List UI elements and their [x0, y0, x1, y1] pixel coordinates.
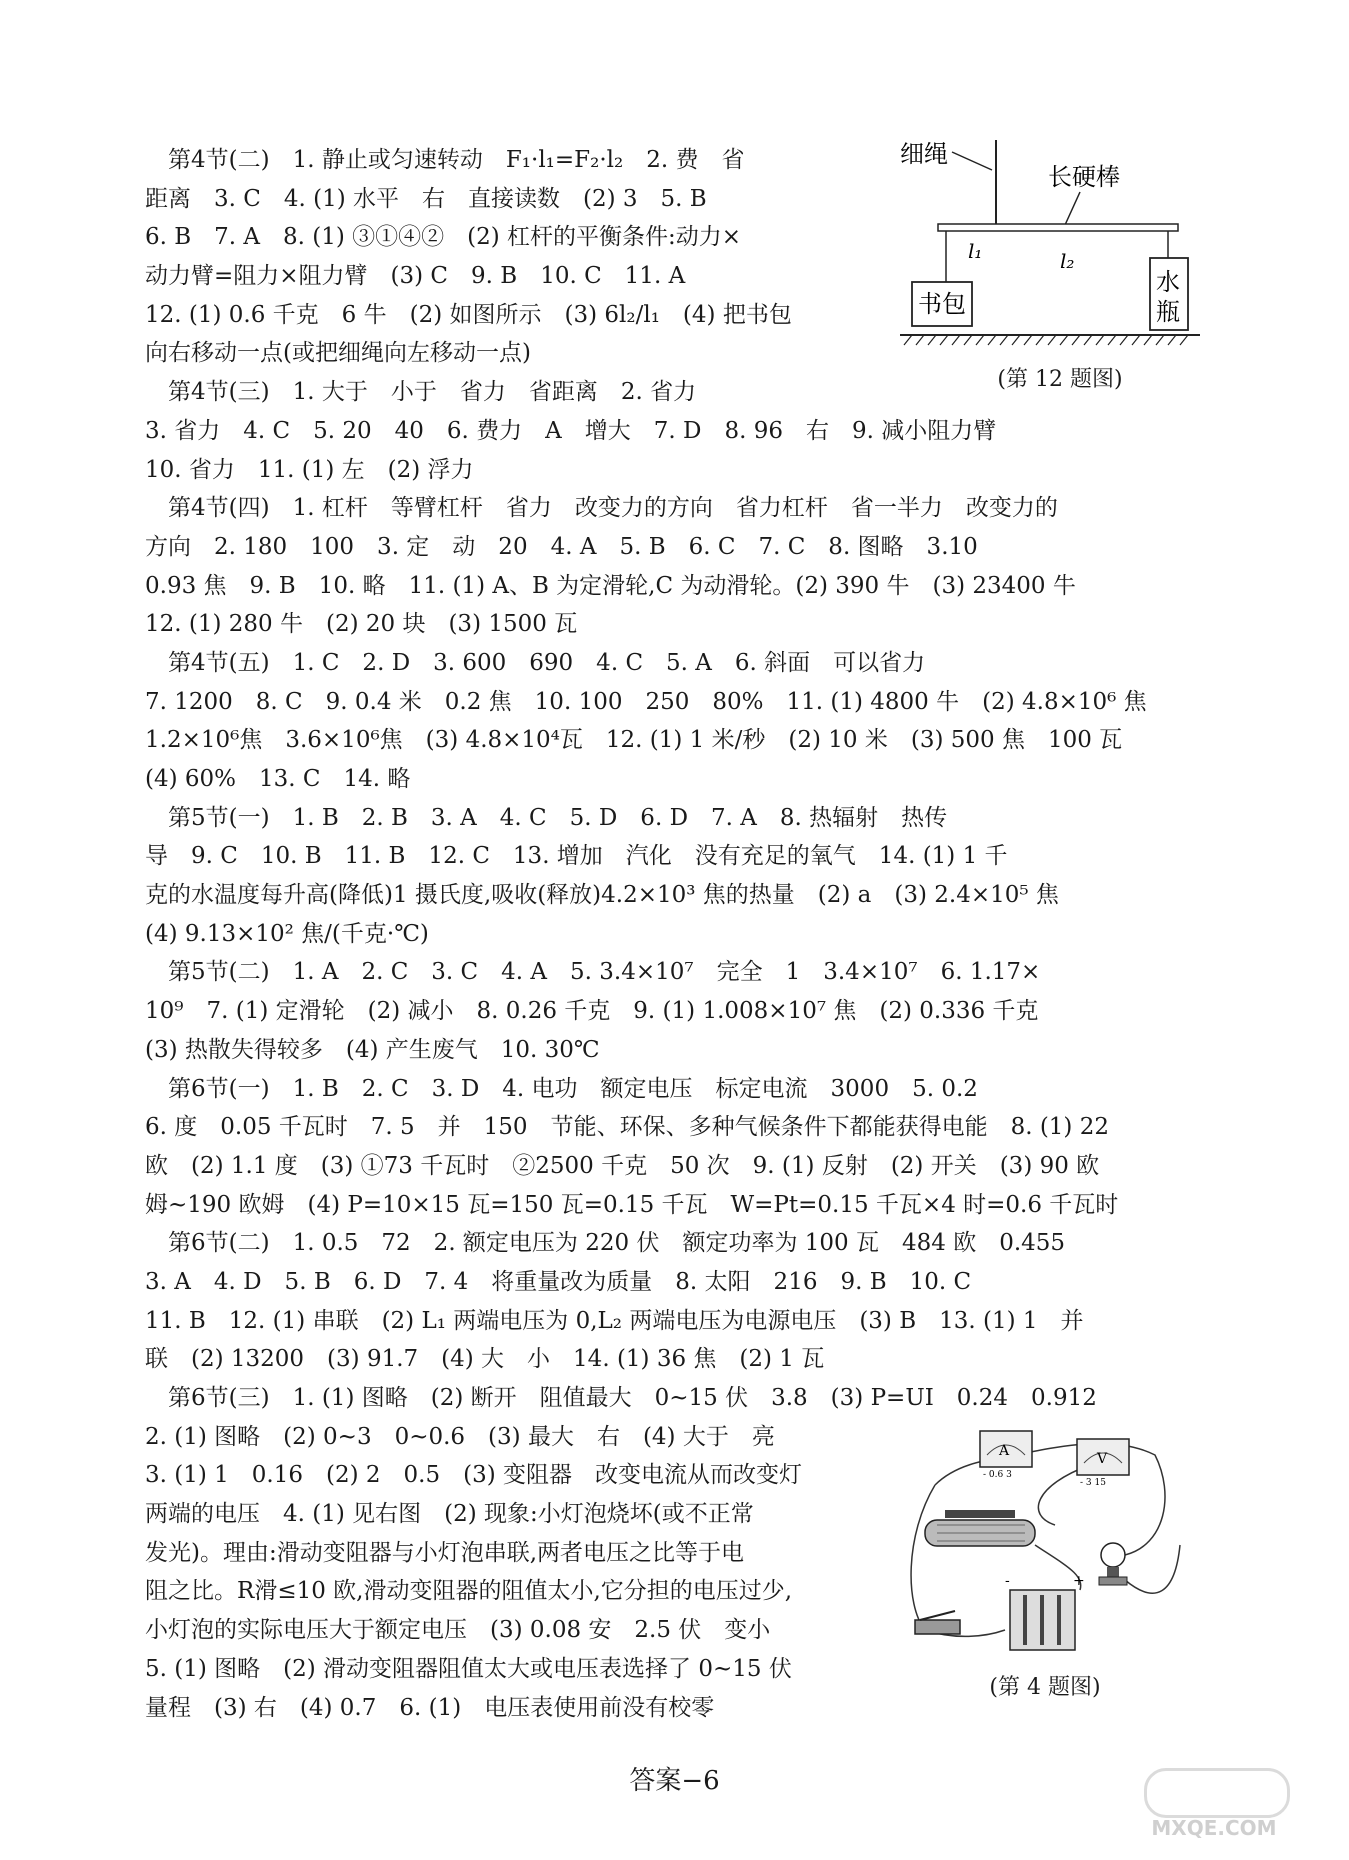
battery: [1005, 1573, 1085, 1650]
ammeter-label: A: [999, 1443, 1010, 1459]
answer-line: 欧 (2) 1.1 度 (3) ①73 千瓦时 ②2500 千克 50 次 9. (1) 反射 (2) 开关 (3) 90 欧: [145, 1152, 1100, 1179]
site-watermark: [1119, 1768, 1309, 1840]
answer-line: 7. 1200 8. C 9. 0.4 米 0.2 焦 10. 100 250 80% 11. (1) 4800 牛 (2) 4.8×10⁶ 焦: [145, 688, 1147, 715]
light-bulb: [1099, 1543, 1127, 1585]
answer-line: 12. (1) 280 牛 (2) 20 块 (3) 1500 瓦: [145, 611, 578, 638]
answer-line: 10⁹ 7. (1) 定滑轮 (2) 减小 8. 0.26 千克 9. (1) 1.008×10⁷ 焦 (2) 0.336 千克: [145, 998, 1039, 1025]
answer-line: 3. (1) 1 0.16 (2) 2 0.5 (3) 变阻器 改变电流从而改变灯: [145, 1462, 802, 1489]
ground-hatch: [904, 335, 1188, 345]
answer-line: 距离 3. C 4. (1) 水平 右 直接读数 (2) 3 5. B: [145, 185, 707, 212]
answer-line: (4) 60% 13. C 14. 略: [145, 766, 411, 792]
rod: [938, 224, 1178, 231]
answer-line: (4) 9.13×10² 焦/(千克·℃): [145, 920, 429, 947]
ammeter-scale: - 0.6 3: [983, 1470, 1012, 1480]
answer-line: 第6节(一) 1. B 2. C 3. D 4. 电功 额定电压 标定电流 3000 5. 0.2: [145, 1075, 978, 1102]
answer-line: 1.2×10⁶焦 3.6×10⁶焦 (3) 4.8×10⁴瓦 12. (1) 1 米/秒 (2) 10 米 (3) 500 焦 100 瓦: [145, 727, 1123, 754]
answer-line: 联 (2) 13200 (3) 91.7 (4) 大 小 14. (1) 36 焦 (2) 1 瓦: [145, 1346, 825, 1373]
lever-figure: [900, 130, 1200, 360]
watermark-logo-icon: [1144, 1768, 1290, 1818]
answer-line: 小灯泡的实际电压大于额定电压 (3) 0.08 安 2.5 伏 变小: [145, 1617, 771, 1644]
lever-diagram: [900, 130, 1200, 360]
bottle-label-2: 瓶: [1156, 298, 1180, 326]
battery-minus-label: -: [1005, 1573, 1010, 1589]
switch: [915, 1611, 960, 1634]
answer-line: 导 9. C 10. B 11. B 12. C 13. 增加 汽化 没有充足的氧气 14. (1) 1 千: [145, 843, 1008, 870]
answer-line: 第4节(二) 1. 静止或匀速转动 F₁·l₁=F₂·l₂ 2. 费 省: [145, 147, 745, 173]
answer-line: 10. 省力 11. (1) 左 (2) 浮力: [145, 456, 474, 483]
battery-plus-label: +: [1073, 1573, 1085, 1589]
answer-line: 2. (1) 图略 (2) 0~3 0~0.6 (3) 最大 右 (4) 大于 亮: [145, 1423, 775, 1450]
circuit-figure: [895, 1425, 1195, 1665]
answer-line: 0.93 焦 9. B 10. 略 11. (1) A、B 为定滑轮,C 为动滑轮。(2) 390 牛 (3) 23400 牛: [145, 572, 1076, 599]
answer-line: 第4节(五) 1. C 2. D 3. 600 690 4. C 5. A 6. 斜面 可以省力: [145, 649, 926, 676]
rope-label: 细绳: [900, 140, 948, 168]
answer-line: 第4节(三) 1. 大于 小于 省力 省距离 2. 省力: [145, 379, 697, 406]
l1-label: l₁: [968, 239, 983, 263]
sliding-rheostat: [925, 1510, 1035, 1546]
watermark-text: MXQE.COM: [1151, 1816, 1277, 1840]
answer-line: 6. B 7. A 8. (1) ③①④② (2) 杠杆的平衡条件:动力×: [145, 224, 742, 251]
answer-line: 姆~190 欧姆 (4) P=10×15 瓦=150 瓦=0.15 千瓦 W=Pt=0.15 千瓦×4 时=0.6 千瓦时: [145, 1191, 1119, 1218]
answer-line: 第6节(二) 1. 0.5 72 2. 额定电压为 220 伏 额定功率为 100 瓦 484 欧 0.455: [145, 1230, 1066, 1257]
answer-line: 3. 省力 4. C 5. 20 40 6. 费力 A 增大 7. D 8. 96 右 9. 减小阻力臂: [145, 417, 997, 444]
figure-12-caption: (第 12 题图): [997, 367, 1123, 392]
answer-line: 11. B 12. (1) 串联 (2) L₁ 两端电压为 0,L₂ 两端电压为电源电压 (3) B 13. (1) 1 并: [145, 1307, 1084, 1334]
answer-line: 量程 (3) 右 (4) 0.7 6. (1) 电压表使用前没有校零: [145, 1694, 715, 1721]
answer-line: (3) 热散失得较多 (4) 产生废气 10. 30℃: [145, 1036, 600, 1063]
answer-line: 发光)。理由:滑动变阻器与小灯泡串联,两者电压之比等于电: [145, 1539, 745, 1566]
answer-line: 两端的电压 4. (1) 见右图 (2) 现象:小灯泡烧坏(或不正常: [145, 1501, 754, 1528]
answer-line: 阻之比。R滑≤10 欧,滑动变阻器的阻值太小,它分担的电压过少,: [145, 1578, 793, 1605]
answer-line: 12. (1) 0.6 千克 6 牛 (2) 如图所示 (3) 6l₂/l₁ (4) 把书包: [145, 301, 792, 328]
voltmeter-label: V: [1097, 1451, 1108, 1467]
answer-line: 动力臂=阻力×阻力臂 (3) C 9. B 10. C 11. A: [145, 263, 686, 290]
figure-4-caption: (第 4 题图): [989, 1675, 1101, 1700]
voltmeter-scale: - 3 15: [1080, 1478, 1106, 1488]
circuit-diagram: [895, 1425, 1195, 1665]
answer-line: 第5节(二) 1. A 2. C 3. C 4. A 5. 3.4×10⁷ 完全 1 3.4×10⁷ 6. 1.17×: [145, 959, 1041, 986]
answer-line: 方向 2. 180 100 3. 定 动 20 4. A 5. B 6. C 7. C 8. 图略 3.10: [145, 533, 978, 560]
answer-line: 3. A 4. D 5. B 6. D 7. 4 将重量改为质量 8. 太阳 216 9. B 10. C: [145, 1268, 972, 1295]
answer-line: 6. 度 0.05 千瓦时 7. 5 并 150 节能、环保、多种气候条件下都能获得电能 8. (1) 22: [145, 1114, 1109, 1141]
bag-label: 书包: [918, 290, 966, 318]
rod-label: 长硬棒: [1048, 163, 1120, 191]
answer-line: 第6节(三) 1. (1) 图略 (2) 断开 阻值最大 0~15 伏 3.8 (3) P=UI 0.24 0.912: [145, 1385, 1097, 1411]
l2-label: l₂: [1060, 249, 1075, 273]
answer-line: 第5节(一) 1. B 2. B 3. A 4. C 5. D 6. D 7. A 8. 热辐射 热传: [145, 804, 948, 831]
answer-line: 第4节(四) 1. 杠杆 等臂杠杆 省力 改变力的方向 省力杠杆 省一半力 改变力的: [145, 495, 1058, 522]
answer-line: 克的水温度每升高(降低)1 摄氏度,吸收(释放)4.2×10³ 焦的热量 (2) a (3) 2.4×10⁵ 焦: [145, 882, 1059, 909]
page-footer: 答案−6: [629, 1766, 720, 1796]
answer-line: 向右移动一点(或把细绳向左移动一点): [145, 340, 531, 367]
answer-line: 5. (1) 图略 (2) 滑动变阻器阻值太大或电压表选择了 0~15 伏: [145, 1655, 792, 1682]
bottle-label-1: 水: [1156, 268, 1180, 296]
